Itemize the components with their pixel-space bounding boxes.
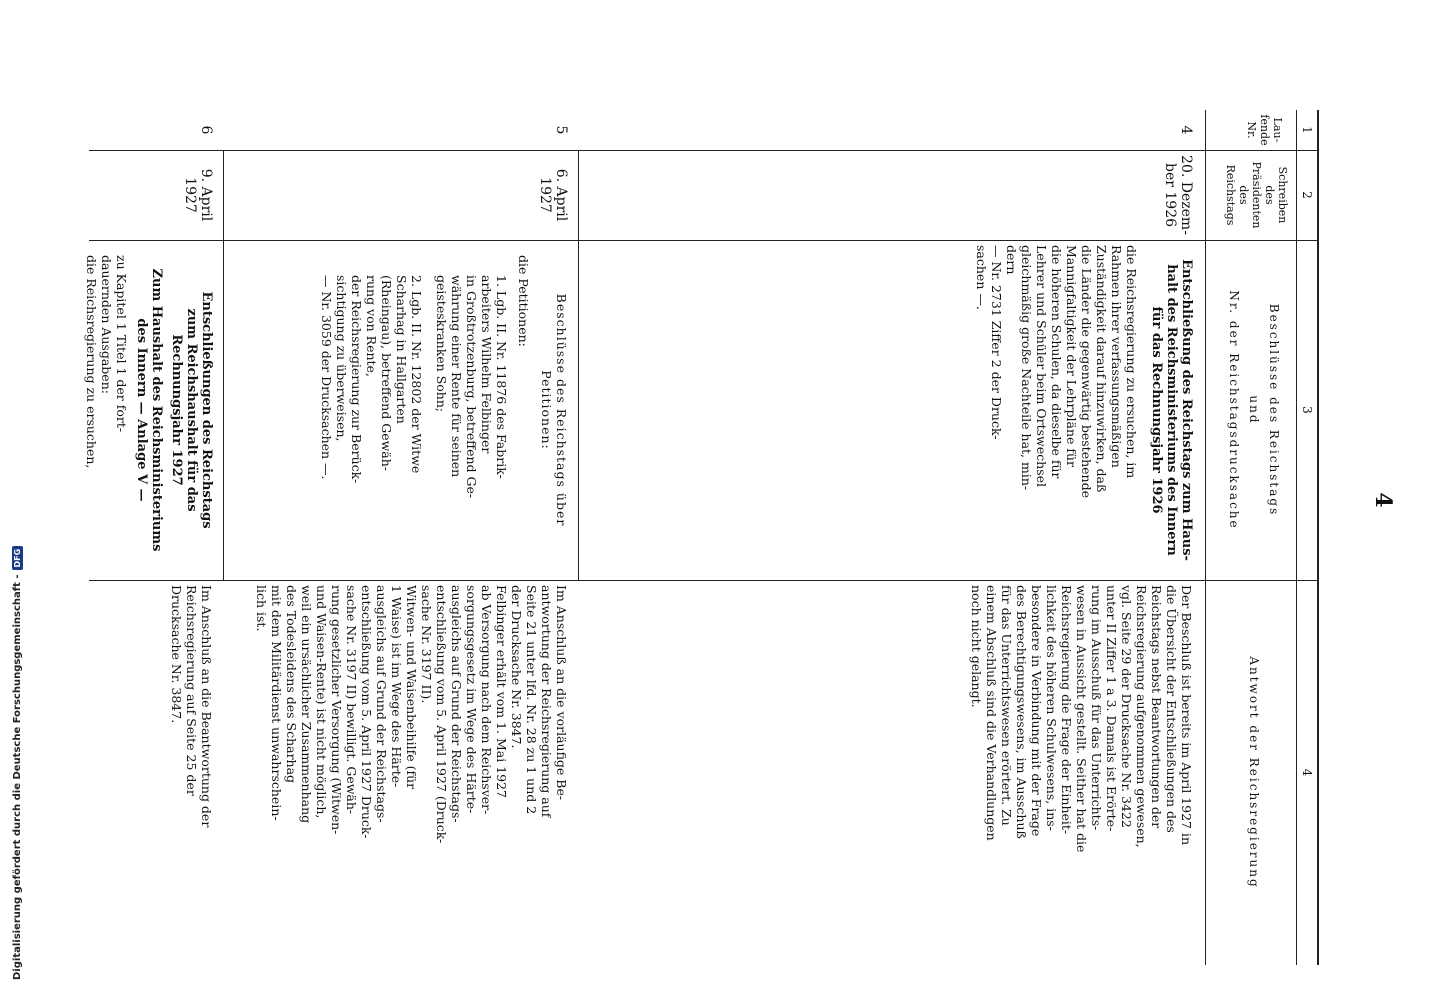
digitization-credit-text: Digitalisierung gefördert durch die Deutsche Forschungsgemeinschaft - (12, 574, 23, 980)
row-4-body: die Reichsregierung zu ersuchen, im Rahmen ihrer verfassungsmäßigen Zuständigkeit darauf hinzuwirken, daß die Länder die gegenwärtig bestehende Mannigfaltigkeit der Lehrpläne für die höheren Schulen, da dieselbe für Lehrer und Schüler beim Ortswechsel gleichmäßig große Nachteile hat, min- dern — Nr. 2731 Ziffer 2 der Druck- sachen —. (974, 245, 1139, 498)
row-4-date: 20. Dezem- ber 1926 (1162, 155, 1194, 235)
row-6-date: 9. April 1927 (182, 168, 214, 222)
row-5-number: 5 (553, 125, 569, 135)
row-5-date: 6. April 1927 (537, 168, 569, 222)
row-4-divider (578, 150, 579, 580)
row-4-number: 4 (1178, 125, 1194, 135)
row-5-item-1: 1. Lgb. II. Nr. 11876 des Fabrik- arbeiters Wilhelm Felbinger in Großtrotzenburg, betreffend Ge- währung einer Rente für seinen geisteskranken Sohn; (434, 275, 509, 499)
header-letter-date: Schreiben des Präsidenten des Reichstags (1224, 161, 1289, 229)
header-government-answer: Antwort der Reichsregierung (1247, 656, 1261, 889)
row-4-answer: Der Beschluß ist bereits im April 1927 in die Übersicht der Entschließungen des Reichstags nebst Beantwortungen der Reichsregierung aufgenommen gewesen, vgl. Seite 29 der Drucksache Nr. 3422 unter II Ziffer 1 a 3. Damals ist Erörte- rung im Ausschuß für das Unterrichts- wesen in Aussicht gestellt. Seither hat die Reichsregierung die Frage der Einheit- lichkeit des höheren Schulwesens, ins- besondere in Verbindung mit der Frage des Berechtigungswesens, im Ausschuß für das Unterrichtswesen erörtert. Zu einem Abschluß sind die Verhandlungen noch nicht gelangt. (969, 585, 1194, 853)
column-divider-2 (89, 240, 1319, 241)
row-6-title: Entschließungen des Reichstags zum Reichshaushalt für das Rechnungsjahr 1927 (169, 291, 214, 529)
row-6-answer: Im Anschluß an die Beantwortung der Reichsregierung auf Seite 25 der Drucksache Nr. 3847. (169, 585, 214, 828)
column-divider-1 (89, 150, 1319, 151)
row-5-divider (223, 150, 224, 580)
column-number-3: 3 (1300, 406, 1314, 414)
row-4-title: Entschließung des Reichstags zum Haus- halt des Reichsministeriums des Innern für das Rechnungsjahr 1926 (1149, 259, 1194, 561)
table-top-rule (1317, 110, 1319, 965)
row-5-item-2: 2. Lgb. II. Nr. 12802 der Witwe Scharhag in Hallgarten (Rheingau), betreffend Gewäh- rung von Rente, der Reichsregierung zur Berück- sichtigung zu überweisen, — Nr. 3059 der Drucksachen —. (319, 275, 424, 484)
column-divider-3 (89, 580, 1319, 581)
column-number-1: 1 (1300, 126, 1314, 134)
row-5-intro: die Petitionen: (516, 255, 531, 347)
row-6-body: zu Kapitel 1 Titel 1 der fort- dauernden Ausgaben: die Reichsregierung zu ersuchen, (84, 255, 129, 469)
column-number-rule (1296, 110, 1297, 965)
header-running-number: Lau- fende Nr. (1245, 114, 1284, 146)
row-5-answer: Im Anschluß an die vorläufige Be- antwortung der Reichsregierung auf Seite 21 unter lfd. Nr. 28 zu 1 und 2 der Drucksache Nr. 3847. Felbinger erhält vom 1. Mai 1927 ab Versorgung nach dem Reichsver- sorgungsgesetz im Wege des Härte- ausgleichs auf Grund der Reichstags- entschließung vom 5. April 1927 (Druck- sache Nr. 3197 II). Witwen- und Waisenbeihilfe (für 1 Waise) ist im Wege des Härte- ausgleichs auf Grund der Reichstags- entschließung vom 5. April 1927 Druck- sache Nr. 3197 II) bewilligt. Gewäh- rung gesetzlicher Versorgung (Witwen- und Waisen-Rente) ist nicht möglich, weil ein ursächlicher Zusammenhang des Todesleidens des Scharhag mit dem Militärdienst unwahrschein- lich ist. (254, 585, 569, 844)
header-bottom-rule (1205, 110, 1206, 965)
column-number-2: 2 (1300, 191, 1314, 199)
header-resolutions-line1: Beschlüsse des Reichstags (1267, 303, 1281, 517)
row-5-title: Beschlüsse des Reichstags über Petitionen: (539, 293, 569, 527)
header-resolutions-line3: Nr. der Reichstagsdrucksache (1227, 290, 1241, 530)
column-number-4: 4 (1300, 768, 1314, 777)
row-6-subtitle: Zum Haushalt des Reichsministeriums des Innern — Anlage V — (134, 268, 164, 552)
header-resolutions-line2: und (1247, 395, 1261, 425)
dfg-logo: DFG (12, 546, 23, 571)
row-6-number: 6 (198, 125, 214, 135)
page-number: 4 (1370, 492, 1396, 508)
